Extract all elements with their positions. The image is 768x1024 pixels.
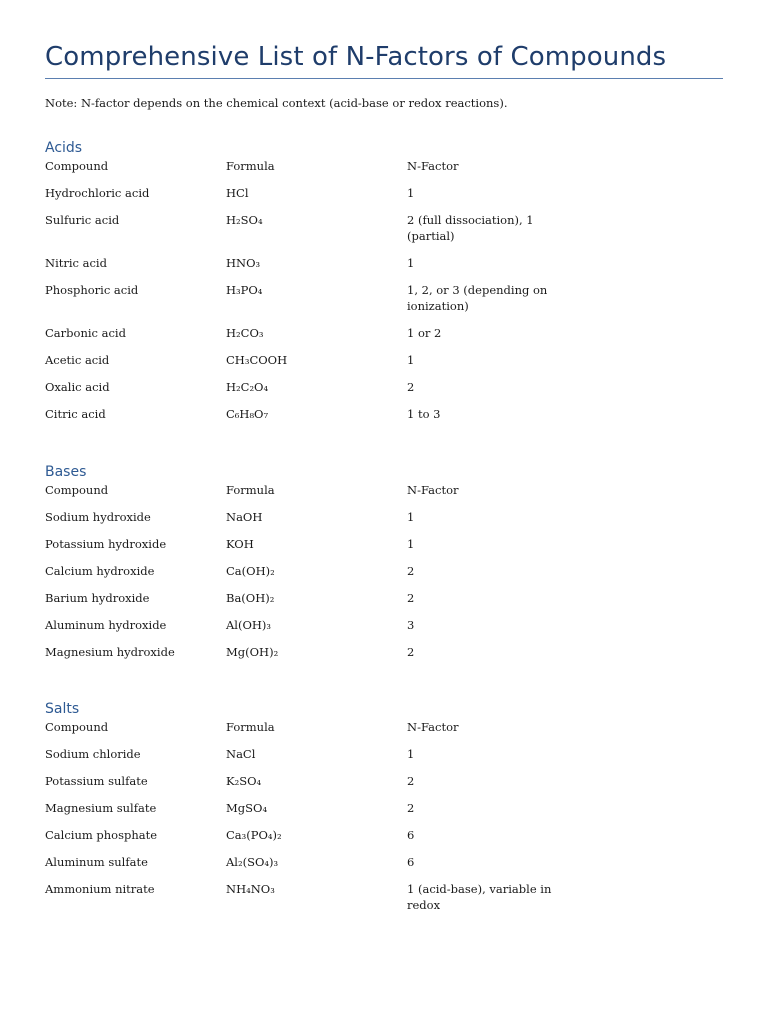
compound-formula: H₂SO₄ (226, 213, 263, 227)
table-row (45, 212, 723, 255)
compound-nfactor: 2 (407, 801, 415, 815)
compound-nfactor: 1 (407, 747, 415, 761)
compound-formula: NaCl (226, 747, 256, 761)
table-header-row (45, 482, 723, 509)
table-header-row (45, 719, 723, 746)
compound-name: Citric acid (45, 407, 106, 421)
compound-name: Magnesium hydroxide (45, 645, 175, 659)
compound-name: Sulfuric acid (45, 213, 120, 227)
compound-formula: NH₄NO₃ (226, 882, 275, 896)
table-row (45, 800, 723, 827)
compound-nfactor: 1 (407, 510, 415, 524)
table-row (45, 255, 723, 282)
column-header-formula: Formula (226, 483, 275, 497)
table-row (45, 590, 723, 617)
compound-formula: Al(OH)₃ (226, 618, 272, 632)
table-row (45, 282, 723, 325)
table-row (45, 746, 723, 773)
table-row (45, 563, 723, 590)
column-header-nfactor: N-Factor (407, 159, 459, 173)
compound-name: Magnesium sulfate (45, 801, 157, 815)
compound-formula: K₂SO₄ (226, 774, 262, 788)
table-row (45, 406, 723, 433)
compound-name: Calcium hydroxide (45, 564, 155, 578)
compound-name: Calcium phosphate (45, 828, 158, 842)
compound-formula: H₂CO₃ (226, 326, 264, 340)
section-heading: Bases (45, 464, 87, 480)
compound-name: Ammonium nitrate (45, 882, 155, 896)
column-header-compound: Compound (45, 483, 109, 497)
section-bases (45, 462, 723, 671)
compound-name: Aluminum sulfate (45, 855, 148, 869)
column-header-formula: Formula (226, 159, 275, 173)
column-header-formula: Formula (226, 720, 275, 734)
table-row (45, 773, 723, 800)
column-header-compound: Compound (45, 159, 109, 173)
table-row (45, 617, 723, 644)
compound-nfactor: 1 (407, 186, 415, 200)
compound-name: Acetic acid (45, 353, 110, 367)
compound-formula: Ba(OH)₂ (226, 591, 275, 605)
column-header-nfactor: N-Factor (407, 720, 459, 734)
compound-nfactor: 2 (full dissociation), 1 (partial) (407, 213, 534, 243)
compound-formula: HNO₃ (226, 256, 261, 270)
compound-nfactor: 3 (407, 618, 415, 632)
compound-formula: Ca(OH)₂ (226, 564, 275, 578)
compound-nfactor: 1 (407, 256, 415, 270)
section-heading: Salts (45, 701, 80, 717)
table-row (45, 827, 723, 854)
compound-name: Hydrochloric acid (45, 186, 150, 200)
compound-name: Barium hydroxide (45, 591, 150, 605)
compound-nfactor: 1 (407, 537, 415, 551)
table-row (45, 185, 723, 212)
section-heading: Acids (45, 140, 83, 156)
compound-name: Aluminum hydroxide (45, 618, 167, 632)
table-row (45, 881, 723, 924)
table-row (45, 536, 723, 563)
compound-name: Carbonic acid (45, 326, 126, 340)
compound-name: Potassium sulfate (45, 774, 148, 788)
section-acids (45, 138, 723, 433)
compound-name: Oxalic acid (45, 380, 110, 394)
compound-formula: NaOH (226, 510, 263, 524)
page-title: Comprehensive List of N-Factors of Compounds (45, 40, 723, 79)
compound-nfactor: 6 (407, 828, 415, 842)
compound-name: Nitric acid (45, 256, 107, 270)
compound-nfactor: 1 or 2 (407, 326, 442, 340)
compound-nfactor: 2 (407, 774, 415, 788)
compound-formula: Mg(OH)₂ (226, 645, 279, 659)
context-note: Note: N-factor depends on the chemical context (acid-base or redox reactions). (45, 96, 508, 110)
table-row (45, 325, 723, 352)
compound-formula: HCl (226, 186, 249, 200)
compound-formula: H₂C₂O₄ (226, 380, 269, 394)
compound-name: Sodium hydroxide (45, 510, 151, 524)
table-row (45, 379, 723, 406)
compound-formula: H₃PO₄ (226, 283, 263, 297)
table-row (45, 854, 723, 881)
compound-formula: C₆H₈O₇ (226, 407, 269, 421)
table-row (45, 352, 723, 379)
compound-nfactor: 1, 2, or 3 (depending on ionization) (407, 283, 548, 313)
compound-formula: MgSO₄ (226, 801, 268, 815)
table-row (45, 509, 723, 536)
compound-nfactor: 1 to 3 (407, 407, 441, 421)
compound-nfactor: 2 (407, 564, 415, 578)
compound-nfactor: 2 (407, 380, 415, 394)
compound-formula: CH₃COOH (226, 353, 288, 367)
table-row (45, 644, 723, 671)
compound-name: Phosphoric acid (45, 283, 139, 297)
compound-nfactor: 6 (407, 855, 415, 869)
compound-nfactor: 2 (407, 645, 415, 659)
compound-name: Potassium hydroxide (45, 537, 167, 551)
compound-nfactor: 1 (407, 353, 415, 367)
compound-nfactor: 2 (407, 591, 415, 605)
compound-formula: Al₂(SO₄)₃ (226, 855, 279, 869)
compound-nfactor: 1 (acid-base), variable in redox (407, 882, 552, 912)
column-header-compound: Compound (45, 720, 109, 734)
compound-name: Sodium chloride (45, 747, 141, 761)
compound-formula: KOH (226, 537, 254, 551)
section-salts (45, 699, 723, 924)
compound-formula: Ca₃(PO₄)₂ (226, 828, 282, 842)
column-header-nfactor: N-Factor (407, 483, 459, 497)
table-header-row (45, 158, 723, 185)
